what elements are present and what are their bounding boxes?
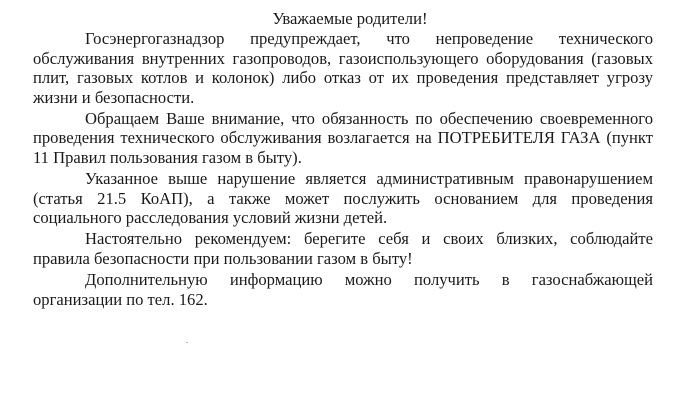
paragraph-contact-info: Дополнительную информацию можно получить в газоснабжающей организации по тел. 162. <box>33 270 653 309</box>
notice-document <box>33 9 653 311</box>
paragraph-consumer-obligation: Обращаем Ваше внимание, что обязанность по обеспечению своевременного проведения технического обслуживания возлагается на ПОТРЕБИТЕЛЯ ГАЗА (пункт 11 Правил пользования газом в быту). <box>33 109 653 167</box>
paragraph-safety-recommendation: Настоятельно рекомендуем: берегите себя и своих близких, соблюдайте правила безопасности при пользовании газом в быту! <box>33 229 653 268</box>
paragraph-maintenance-warning: Госэнергогазнадзор предупреждает, что непроведение технического обслуживания внутренних газопроводов, газоиспользующего оборудования (газовых плит, газовых котлов и колонок) либо отказ от их проведения представляет угрозу жизни и безопасности. <box>33 29 653 107</box>
scan-speck <box>186 342 188 343</box>
notice-title: Уважаемые родители! <box>272 9 428 28</box>
paragraph-administrative-offense: Указанное выше нарушение является административным правонарушением (статья 21.5 КоАП), а также может послужить основанием для проведения социального расследования условий жизни детей. <box>33 169 653 228</box>
